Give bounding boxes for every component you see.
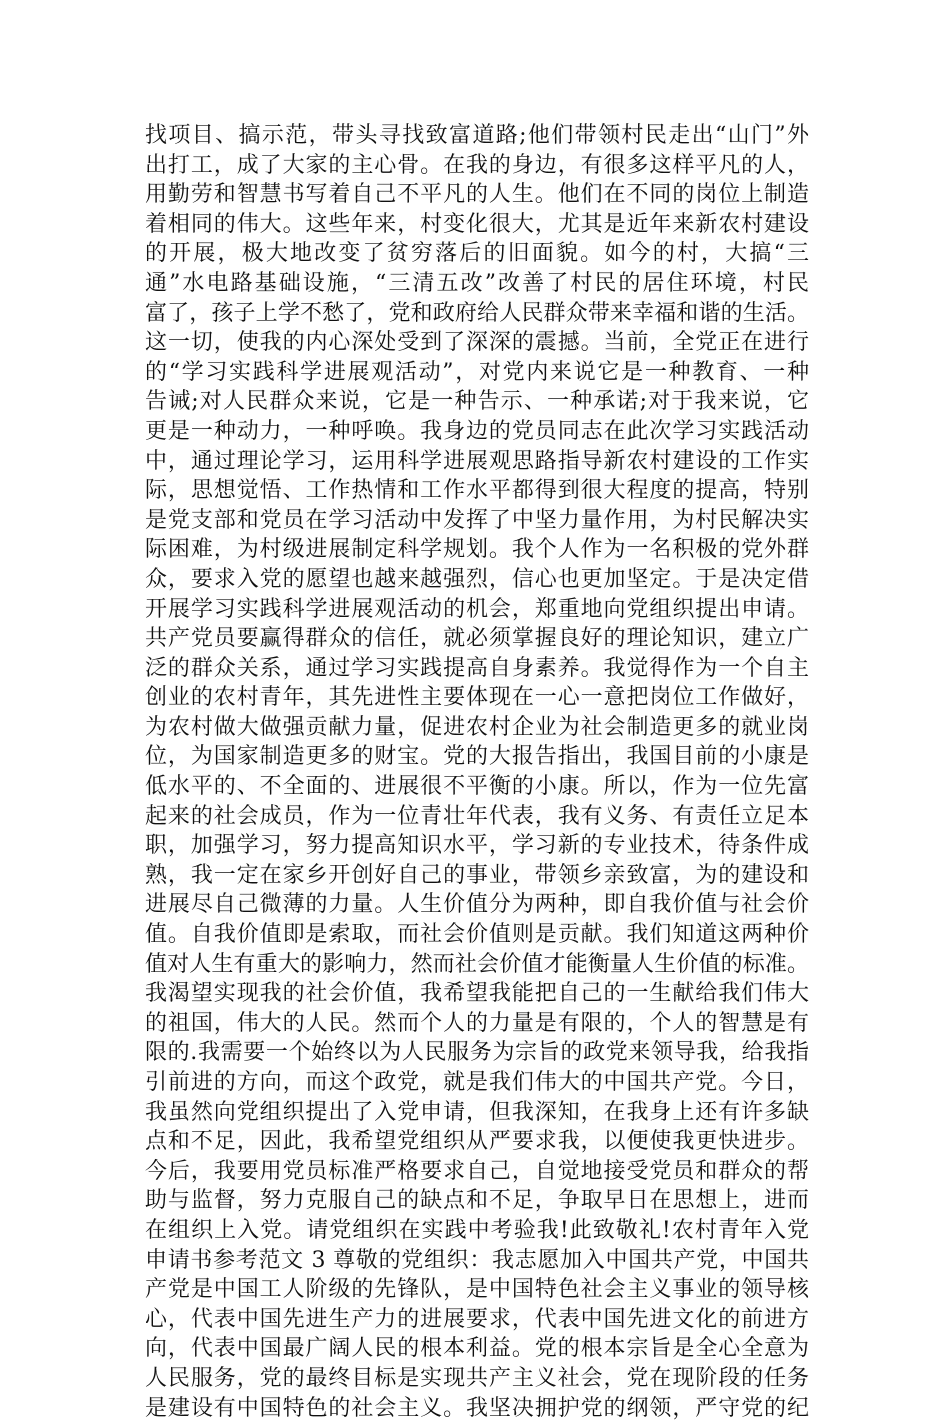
text-line: 际困难，为村级进展制定科学规划。我个人作为一名积极的党外群 xyxy=(145,537,809,563)
text-line: 限的.我需要一个始终以为人民服务为宗旨的政党来领导我，给我指 xyxy=(145,1040,809,1066)
text-line: 心，代表中国先进生产力的进展要求，代表中国先进文化的前进方 xyxy=(145,1306,809,1332)
text-line: 的“学习实践科学进展观活动”，对党内来说它是一种教育、一种 xyxy=(145,359,809,385)
text-line: 值。自我价值即是索取，而社会价值则是贡献。我们知道这两种价 xyxy=(145,922,809,948)
text-line: 申请书参考范文 3 尊敬的党组织：我志愿加入中国共产党，中国共 xyxy=(145,1247,809,1273)
text-line: 产党是中国工人阶级的先锋队，是中国特色社会主义事业的领导核 xyxy=(145,1277,809,1303)
text-line: 用勤劳和智慧书写着自己不平凡的人生。他们在不同的岗位上制造 xyxy=(145,182,809,208)
text-line: 是党支部和党员在学习活动中发挥了中坚力量作用，为村民解决实 xyxy=(145,507,809,533)
text-line: 值对人生有重大的影响力，然而社会价值才能衡量人生价值的标准。 xyxy=(145,951,809,977)
text-line: 的开展，极大地改变了贫穷落后的旧面貌。如今的村，大搞“三 xyxy=(145,241,809,267)
text-line: 际，思想觉悟、工作热情和工作水平都得到很大程度的提高，特别 xyxy=(145,478,809,504)
text-line: 的祖国，伟大的人民。然而个人的力量是有限的，个人的智慧是有 xyxy=(145,1010,809,1036)
text-line: 人民服务，党的最终目标是实现共产主义社会，党在现阶段的任务 xyxy=(145,1365,809,1391)
text-line: 为农村做大做强贡献力量，促进农村企业为社会制造更多的就业岗 xyxy=(145,714,809,740)
text-line: 今后，我要用党员标准严格要求自己，自觉地接受党员和群众的帮 xyxy=(145,1158,809,1184)
text-line: 更是一种动力，一种呼唤。我身边的党员同志在此次学习实践活动 xyxy=(145,418,809,444)
text-line: 中，通过理论学习，运用科学进展观思路指导新农村建设的工作实 xyxy=(145,448,809,474)
text-line: 通”水电路基础设施，“三清五改”改善了村民的居住环境，村民 xyxy=(145,270,809,296)
text-line: 职，加强学习，努力提高知识水平，学习新的专业技术，待条件成 xyxy=(145,833,809,859)
text-line: 开展学习实践科学进展观活动的机会，郑重地向党组织提出申请。 xyxy=(145,596,809,622)
text-line: 进展尽自己微薄的力量。人生价值分为两种，即自我价值与社会价 xyxy=(145,892,809,918)
text-line: 点和不足，因此，我希望党组织从严要求我，以便使我更快进步。 xyxy=(145,1129,809,1155)
text-line: 在组织上入党。请党组织在实践中考验我!此致敬礼!农村青年入党 xyxy=(145,1217,809,1243)
text-line: 着相同的伟大。这些年来，村变化很大，尤其是近年来新农村建设 xyxy=(145,211,809,237)
text-line: 共产党员要赢得群众的信任，就必须掌握良好的理论知识，建立广 xyxy=(145,626,809,652)
text-line: 向，代表中国最广阔人民的根本利益。党的根本宗旨是全心全意为 xyxy=(145,1336,809,1362)
body-text xyxy=(145,121,809,1423)
text-line: 我渴望实现我的社会价值，我希望我能把自己的一生献给我们伟大 xyxy=(145,981,809,1007)
text-line: 是建设有中国特色的社会主义。我坚决拥护党的纲领，严守党的纪 xyxy=(145,1395,809,1421)
text-line: 这一切，使我的内心深处受到了深深的震撼。当前，全党正在进行 xyxy=(145,330,809,356)
text-line: 起来的社会成员，作为一位青壮年代表，我有义务、有责任立足本 xyxy=(145,803,809,829)
text-line: 位，为国家制造更多的财宝。党的大报告指出，我国目前的小康是 xyxy=(145,744,809,770)
text-line: 出打工，成了大家的主心骨。在我的身边，有很多这样平凡的人， xyxy=(145,152,809,178)
text-line: 低水平的、不全面的、进展很不平衡的小康。所以，作为一位先富 xyxy=(145,774,809,800)
text-line: 告诫;对人民群众来说，它是一种告示、一种承诺;对于我来说，它 xyxy=(145,389,809,415)
text-line: 泛的群众关系，通过学习实践提高自身素养。我觉得作为一个自主 xyxy=(145,655,809,681)
text-line: 创业的农村青年，其先进性主要体现在一心一意把岗位工作做好， xyxy=(145,685,809,711)
text-line: 熟，我一定在家乡开创好自己的事业，带领乡亲致富，为的建设和 xyxy=(145,862,809,888)
text-line: 引前进的方向，而这个政党，就是我们伟大的中国共产党。今日， xyxy=(145,1070,809,1095)
text-line: 我虽然向党组织提出了入党申请，但我深知，在我身上还有许多缺 xyxy=(145,1099,809,1125)
text-line: 富了，孩子上学不愁了，党和政府给人民群众带来幸福和谐的生活。 xyxy=(145,300,809,326)
text-line: 众，要求入党的愿望也越来越强烈，信心也更加坚定。于是决定借 xyxy=(145,566,809,592)
text-line: 助与监督，努力克服自己的缺点和不足，争取早日在思想上，进而 xyxy=(145,1188,809,1214)
text-line: 找项目、搞示范，带头寻找致富道路;他们带领村民走出“山门”外 xyxy=(145,123,809,148)
